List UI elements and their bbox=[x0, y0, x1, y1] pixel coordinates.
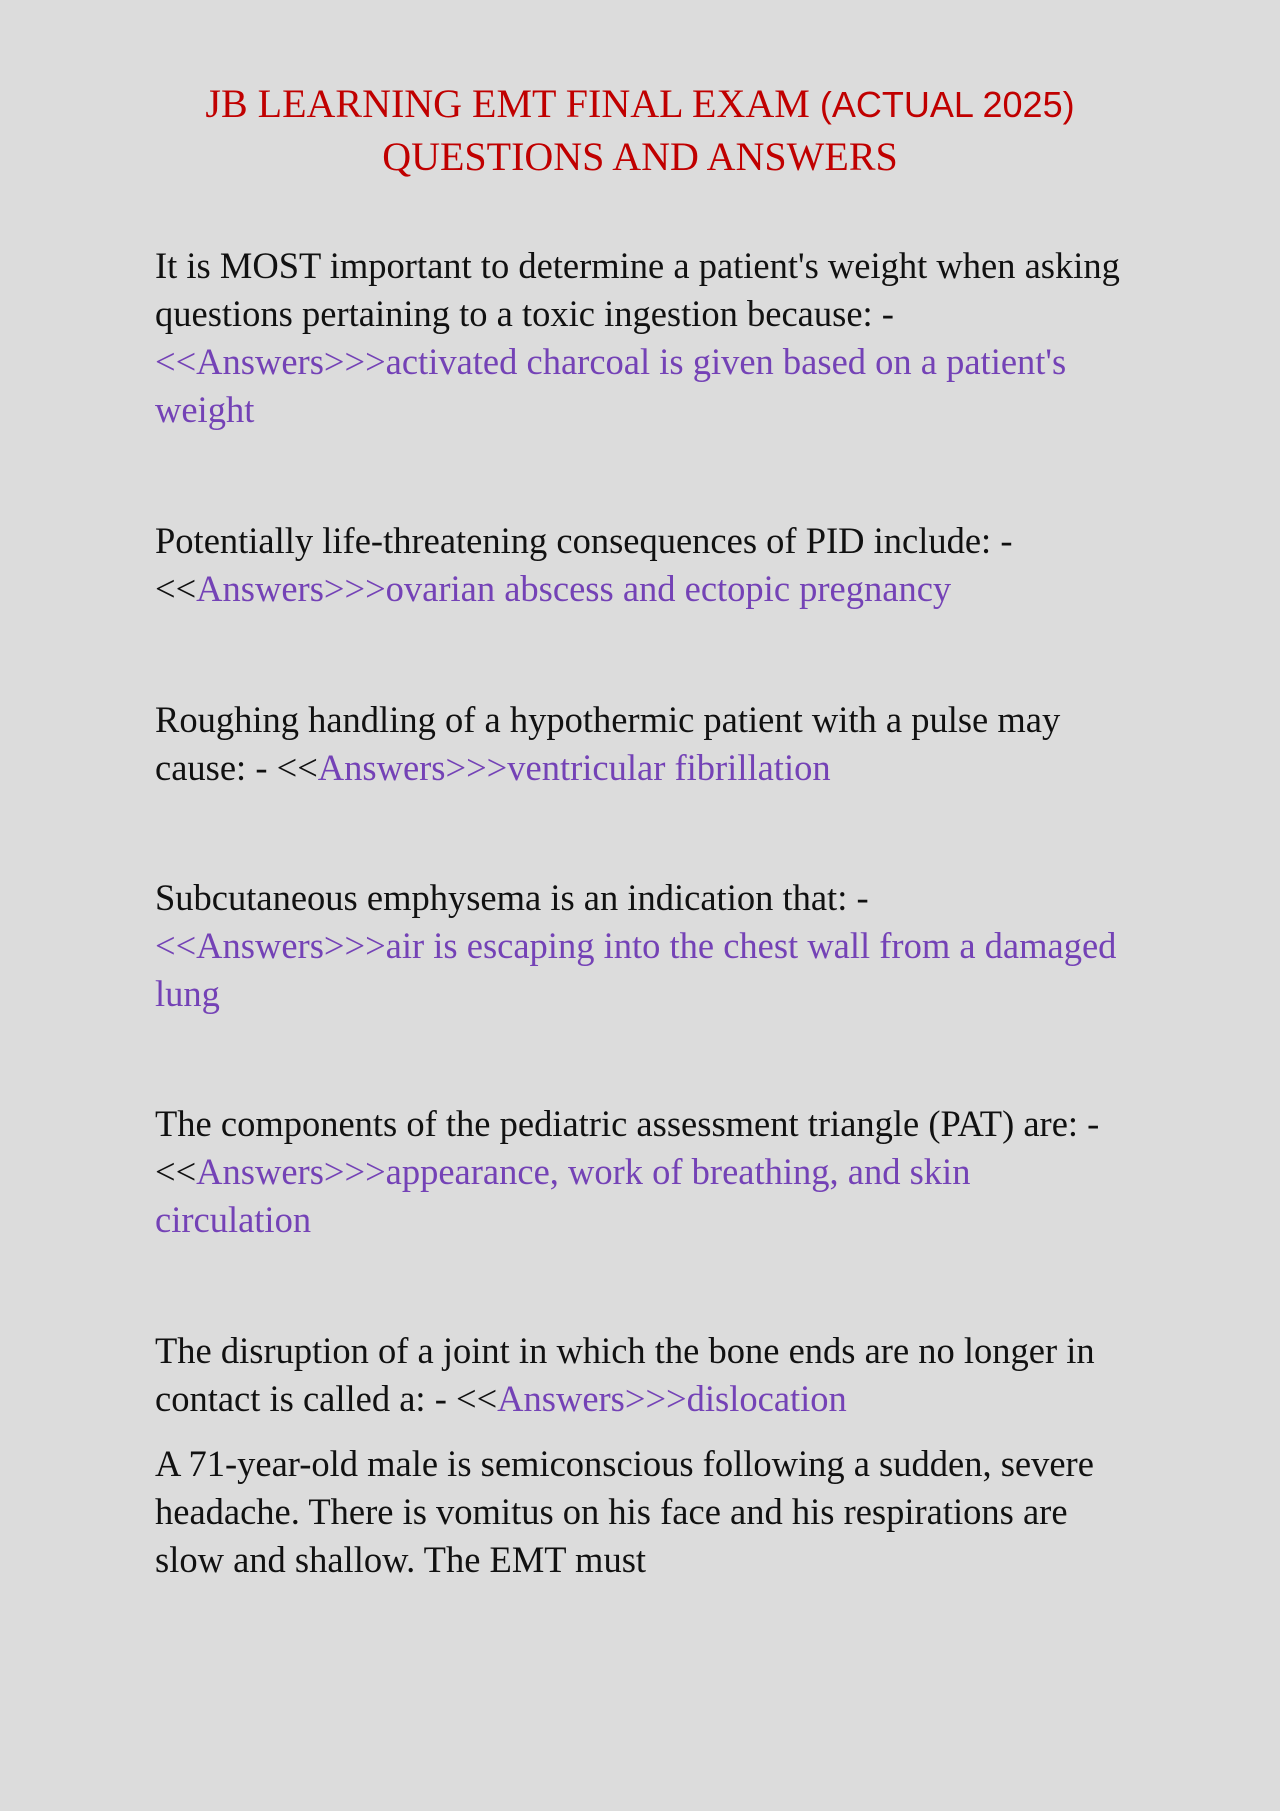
answer-text: Answers>>>air is escaping into the chest wall from a damaged lung bbox=[155, 925, 1117, 1014]
question-text: Potentially life-threatening consequences of PID include: - bbox=[155, 520, 1013, 561]
question-text: The components of the pediatric assessment triangle (PAT) are: - bbox=[155, 1103, 1100, 1144]
qa-item-2 bbox=[155, 517, 1130, 613]
title-line-1-year: (ACTUAL 2025) bbox=[819, 84, 1075, 125]
question-text: It is MOST important to determine a patient's weight when asking questions pertaining to a toxic ingestion because: - bbox=[155, 245, 1120, 334]
title-line-1-main: JB LEARNING EMT FINAL EXAM bbox=[205, 81, 820, 126]
answer-text: Answers>>>dislocation bbox=[497, 1378, 847, 1419]
qa-item-7 bbox=[155, 1440, 1130, 1584]
answer-text: Answers>>>ventricular fibrillation bbox=[317, 747, 831, 788]
qa-item-4 bbox=[155, 874, 1130, 1018]
question-text: The disruption of a joint in which the bone ends are no longer in contact is called a: - bbox=[155, 1330, 1095, 1419]
qa-item-5 bbox=[155, 1100, 1130, 1244]
document-title bbox=[155, 78, 1125, 183]
qa-item-6 bbox=[155, 1327, 1130, 1423]
question-text: Subcutaneous emphysema is an indication that: - bbox=[155, 877, 869, 918]
qa-item-3 bbox=[155, 696, 1130, 792]
answer-text: Answers>>>activated charcoal is given based on a patient's weight bbox=[155, 341, 1067, 430]
title-line-2: QUESTIONS AND ANSWERS bbox=[382, 134, 898, 179]
title-line-1 bbox=[155, 78, 1125, 131]
question-text: A 71-year-old male is semiconscious following a sudden, severe headache. There is vomitus on his face and his respirations are slow and shallow. The EMT must bbox=[155, 1443, 1094, 1580]
answer-open-marker: << bbox=[155, 1151, 197, 1192]
answer-open-marker: << bbox=[455, 1378, 498, 1419]
answer-open-marker: << bbox=[155, 568, 197, 609]
answer-text: Answers>>>appearance, work of breathing, and skin circulation bbox=[155, 1151, 971, 1240]
qa-item-1 bbox=[155, 242, 1130, 434]
answer-open-marker: << bbox=[155, 341, 197, 382]
answer-open-marker: << bbox=[155, 925, 197, 966]
question-text: Roughing handling of a hypothermic patient with a pulse may cause: - bbox=[155, 699, 1061, 788]
answer-open-marker: << bbox=[276, 747, 318, 788]
answer-text: Answers>>>ovarian abscess and ectopic pregnancy bbox=[196, 568, 952, 609]
